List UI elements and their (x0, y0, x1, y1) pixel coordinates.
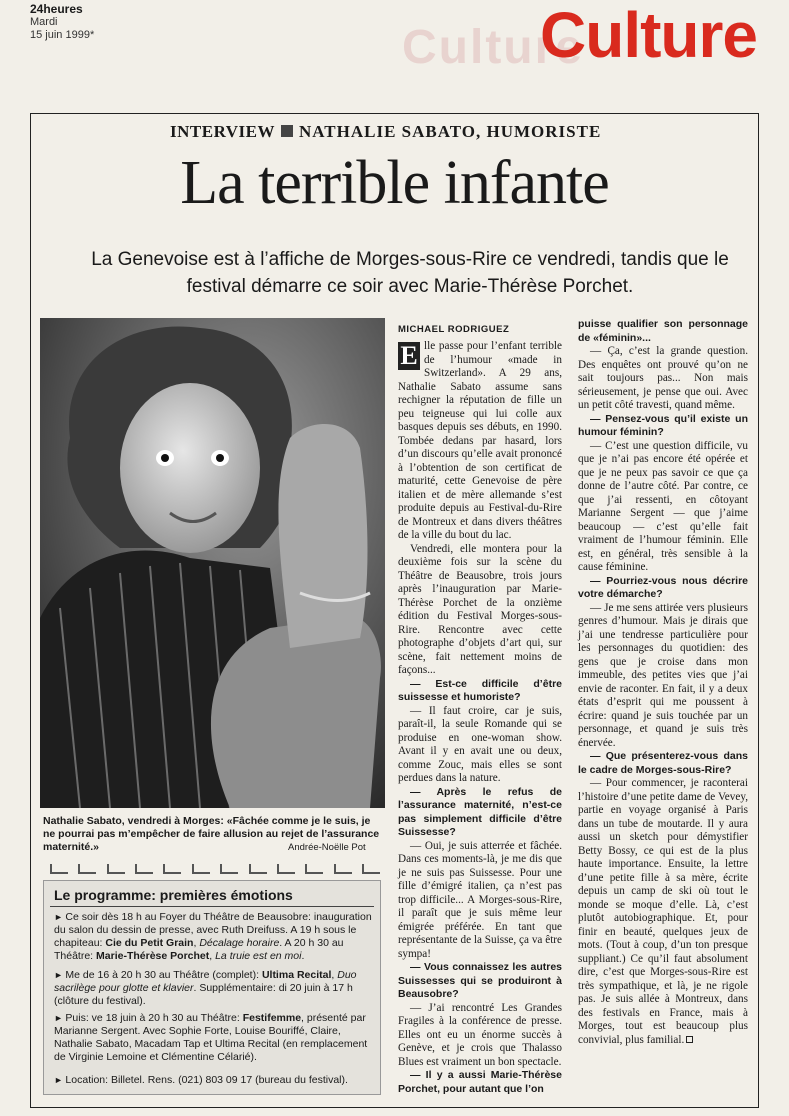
interview-answer: — Il faut croire, car je suis, paraît-il, la seule Romande qui se produise en one-woman show. Avant il y en avait une ou deux, comme Zouc, mais elles se sont perdues dans la nature. (398, 704, 562, 784)
item-show-title: Duo sacrilège pour glotte et klavier (54, 969, 357, 994)
item-text: Puis: ve 18 juin à 20 h 30 au Théâtre: (65, 1012, 243, 1024)
programme-item (54, 969, 376, 1008)
triangle-bullet-icon: ► (54, 1075, 66, 1085)
item-text: . A 20 h 30 au Théâtre: (54, 937, 344, 962)
square-bullet-icon (281, 125, 293, 137)
item-text: , présenté par Marianne Sergent. Avec Sophie Forte, Louise Bouriffé, Claire, Nathalie Sabato, Macadam Tap et Ultima Recital (en remplacement de Virginie Lemoine et Clémentine Célarié). (54, 1012, 368, 1063)
ornament-icon (249, 864, 267, 874)
item-performer: Marie-Thérèse Porchet (96, 950, 210, 962)
triangle-bullet-icon: ► (54, 1013, 66, 1023)
interview-question: — Il y a aussi Marie-Thérèse Porchet, pour autant que l’on (398, 1069, 562, 1095)
interview-question: — Est-ce difficile d’être suissesse et humoriste? (398, 677, 562, 703)
ornament-icon (334, 864, 352, 874)
paragraph-text: — Pour commencer, je raconterai l’histoire d’une petite dame de Vevey, partie en voyage organisé à Paris dans un tube de moutarde. Il y aura aussi un sketch pour démystifier Betty Bossy, ce qui est de la plus haute importance. Ensuite, la lettre d’une petite fille à sa mère, écrite depuis un camp de ski où tout le monde se moque d’elle. Là, c’est plutôt autobiographique. Et, pour finir en beauté, quelques jeux de mots. (Tout à coup, d’un ton presque suppliant.) Ce qu’il faut absolument dire, c’est que Morges-sous-Rire est très sympathique, et là, je ne rigole pas. Je suis allée à Montreux, dans des festivals en France, mais à Morges, tout est beaucoup plus convivial, plus familial. (578, 777, 748, 1046)
newspaper-brand: 24heures (30, 2, 83, 16)
interview-answer: — Oui, je suis atterrée et fâchée. Dans ces moments-là, je me dis que je ne suis pas Suissesse. Pour une fille d’émigré italien, ça n’est pas trop difficile... A Morges-sous-Rire, il paraît que je suis même leur émigrée préférée. En tant que représentante de la Suisse, ça va être sympa! (398, 839, 562, 960)
interview-question: — Après le refus de l’assurance maternité, n’est-ce pas simplement difficile d’être Suissesse? (398, 785, 562, 838)
standfirst: La Genevoise est à l’affiche de Morges-sous-Rire ce vendredi, tandis que le festival démarre ce soir avec Marie-Thérèse Porchet. (91, 249, 729, 297)
ornament-icon (305, 864, 323, 874)
item-text: , (209, 950, 216, 962)
interview-answer: — C’est une question difficile, vu que je n’ai pas encore été opérée et que je ne peux pas savoir ce que ça donne de l’autre côté. Par contre, ce que j’ai ressenti, en côtoyant Marianne Sergent — que j’aime beaucoup — c’est qu’elle fait vraiment de l’humour féminin. Elle est, en général, très sensible à la cause féminine. (578, 439, 748, 573)
item-text: Ce soir dès 18 h au Foyer du Théâtre de Beausobre: inauguration du salon du dessin de presse, avec Ruth Dreifuss. A 19 h sous le chapiteau: (54, 911, 372, 949)
item-text: , (193, 937, 200, 949)
programme-item (54, 1074, 376, 1087)
item-performer: Cie du Petit Grain (105, 937, 194, 949)
ornament-icon (78, 864, 96, 874)
item-text: , (331, 969, 338, 981)
item-text: Location: Billetel. Rens. (021) 803 09 17 (bureau du festival). (65, 1074, 348, 1086)
programme-title: Le programme: premières émotions (54, 887, 293, 903)
item-performer: Ultima Recital (261, 969, 332, 981)
show-through-text: Culture (402, 21, 584, 74)
item-text: . (301, 950, 305, 962)
end-mark-icon (686, 1036, 693, 1043)
ornament-icon (107, 864, 125, 874)
interview-question: puisse qualifier son personnage de «féminin»... (578, 318, 748, 344)
ornament-icon (135, 864, 153, 874)
lead-paragraph (398, 340, 562, 543)
interview-answer: — J’ai rencontré Les Grandes Fragiles à la conférence de presse. Elles ont eu un énorme succès à Genève, et je crois que Thalasso Blues est vraiment un bon spectacle. (398, 1001, 562, 1068)
programme-item (54, 1012, 376, 1064)
photo-credit: Andrée-Noëlle Pot (288, 842, 366, 853)
kicker-subject: NATHALIE SABATO, HUMORISTE (298, 122, 602, 141)
paragraph-text: lle passe pour l’enfant terrible de l’humour «made in Switzerland». A 29 ans, Nathalie Sabato assume sans rechigner la réputation de fille un peu teigneuse qui lui colle aux basques depuis ses débuts, en 1990. Tombée dedans par hasard, lors d’un discours qu’elle avait prononcé à l’obtention de son certificat de maturité, cette Genevoise de père italien et de mère allemande s’est produite depuis au Festival-du-Rire de Montreux et dans divers théâtres de la ville du bout du lac. (398, 340, 562, 541)
article-column-2 (578, 318, 748, 1047)
interview-question: — Que présenterez-vous dans le cadre de Morges-sous-Rire? (578, 750, 748, 776)
ornament-icon (362, 864, 380, 874)
programme-box (43, 880, 381, 1095)
ornament-icon (277, 864, 295, 874)
headline: La terrible infante (180, 149, 609, 217)
ornament-icon (163, 864, 181, 874)
article-column-1 (398, 340, 562, 1096)
ornament-icon (50, 864, 68, 874)
divider (50, 906, 374, 907)
interview-question: — Pensez-vous qu’il existe un humour féminin? (578, 412, 748, 438)
kicker-label: INTERVIEW (170, 122, 275, 141)
ornament-icon (192, 864, 210, 874)
portrait-photo (40, 318, 385, 808)
ornament-icon (220, 864, 238, 874)
section-title: Culture (540, 0, 757, 71)
interview-answer (578, 777, 748, 1047)
interview-question: — Pourriez-vous nous décrire votre démarche? (578, 574, 748, 600)
portrait-illustration (40, 318, 385, 808)
issue-day: Mardi (30, 16, 58, 28)
kicker (170, 122, 601, 142)
decorative-ornament-row (50, 864, 380, 878)
drop-cap: E (398, 342, 420, 370)
photo-caption: Nathalie Sabato, vendredi à Morges: «Fâchée comme je le suis, je ne pourrai pas m’empêcher de faire allusion au rejet de l’assurance maternité.» (43, 815, 380, 853)
triangle-bullet-icon: ► (54, 912, 66, 922)
paragraph: Vendredi, elle montera pour la deuxième fois sur la scène du Théâtre de Beausobre, trois jours après l’inauguration par Marie-Thérèse Porchet de la onzième édition du Festival Morges-sous-Rire. Rencontre avec cette photographe d’objets d’art qui, sur scène, fait nettement moins de façons... (398, 542, 562, 676)
programme-item (54, 911, 376, 963)
item-performer: Festifemme (242, 1012, 302, 1024)
issue-date: 15 juin 1999* (30, 29, 95, 41)
item-text: . Supplémentaire: di 20 juin à 17 h (clôture du festival). (54, 982, 353, 1007)
byline: MICHAEL RODRIGUEZ (398, 324, 510, 335)
masthead (22, 0, 767, 92)
item-show-title: Décalage horaire (199, 937, 280, 949)
item-text: Me de 16 à 20 h 30 au Théâtre (complet): (65, 969, 262, 981)
interview-answer: — Ça, c’est la grande question. Des enquêtes ont prouvé qu’on ne sait toujours pas... Non mais sérieusement, je pense que oui. Avec un petit côté travesti, quand même. (578, 345, 748, 411)
interview-question: — Vous connaissez les autres Suissesses qui se produiront à Beausobre? (398, 961, 562, 1000)
triangle-bullet-icon: ► (54, 970, 66, 980)
item-show-title: La truie est en moi (215, 950, 302, 962)
interview-answer: — Je me sens attirée vers plusieurs genres d’humour. Mais je dirais que j’ai une tendresse particulière pour les personnages du quotidien: des gens que je croise dans mon immeuble, des petites vies que j’ai envie de raconter. En fait, il y a deux états d’esprit qui me poussent à écrire: quand je suis touchée par un personnage, et quand je suis très énervée. (578, 601, 748, 749)
